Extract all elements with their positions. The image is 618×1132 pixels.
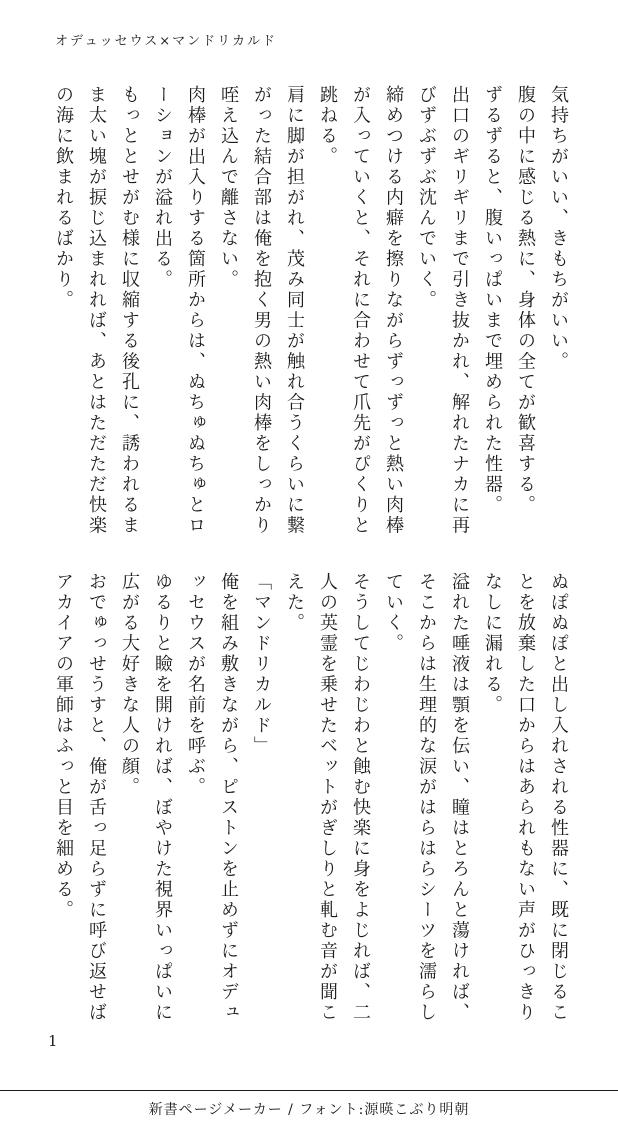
text-line: もっととせがむ様に収縮する後孔に、誘われるま	[119, 85, 140, 536]
text-line: 広がる大好きな人の顔。	[119, 572, 140, 798]
text-line: えた。	[284, 572, 305, 634]
text-line: ゆるりと瞼を開ければ、ぼやけた視界いっぱいに	[152, 572, 173, 1023]
text-line: 出口のギリギリまで引き抜かれ、解れたナカに再	[449, 85, 470, 536]
text-line: 俺を組み敷きながら、ピストンを止めずにオデュ	[218, 572, 239, 1023]
text-block-lower	[47, 572, 575, 1028]
text-block-upper	[47, 85, 575, 541]
text-line: びずぶずぶ沈んでいく。	[416, 85, 437, 311]
text-line: の海に飲まれるばかり。	[53, 85, 74, 311]
text-line: ーションが溢れ出る。	[152, 85, 173, 290]
text-line: ま太い塊が捩じ込まれれば、あとはただただ快楽	[86, 85, 107, 536]
text-line: 締めつける内癖を擦りながらずっずっと熱い肉棒	[383, 85, 404, 536]
text-line: ぬぽぬぽと出し入れされる性器に、既に閉じるこ	[548, 572, 569, 1023]
text-line: 跳ねる。	[317, 85, 338, 167]
text-line: ずるずると、腹いっぱいまで埋められた性器。	[482, 85, 503, 516]
text-line: がった結合部は俺を抱く男の熱い肉棒をしっかり	[251, 85, 272, 536]
footer-credit: 新書ページメーカー / フォント:源暎こぶり明朝	[148, 1102, 470, 1118]
text-line: そこからは生理的な涙がはらはらシーツを濡らし	[416, 572, 437, 1023]
footer-divider	[0, 1090, 618, 1091]
text-line: そうしてじわじわと蝕む快楽に身をよじれば、二	[350, 572, 371, 1023]
text-line: ていく。	[383, 572, 404, 654]
text-line: 「マンドリカルド」	[251, 572, 272, 757]
text-line: 気持ちがいい、きもちがいい。	[548, 85, 569, 372]
text-line: 咥え込んで離さない。	[218, 85, 239, 290]
text-line: とを放棄した口からはあられもない声がひっきり	[515, 572, 536, 1023]
text-line: ッセウスが名前を呼ぶ。	[185, 572, 206, 798]
text-line: 肉棒が出入りする箇所からは、ぬちゅぬちゅとロ	[185, 85, 206, 536]
text-line: 腹の中に感じる熱に、身体の全てが歓喜する。	[515, 85, 536, 516]
page-number: 1	[48, 1032, 58, 1050]
text-line: 溢れた唾液は顎を伝い、瞳はとろんと蕩ければ、	[449, 572, 470, 1023]
page-header-title: オデュッセウス×マンドリカルド	[55, 34, 277, 49]
text-line: 肩に脚が担がれ、茂み同士が触れ合うくらいに繋	[284, 85, 305, 536]
text-line: おでゅっせうすと、俺が舌っ足らずに呼び返せば	[86, 572, 107, 1023]
text-line: なしに漏れる。	[482, 572, 503, 716]
text-line: が入っていくと、それに合わせて爪先がぴくりと	[350, 85, 371, 536]
text-line: 人の英霊を乗せたベットがぎしりと軋む音が聞こ	[317, 572, 338, 1023]
text-line: アカイアの軍師はふっと目を細める。	[53, 572, 74, 921]
